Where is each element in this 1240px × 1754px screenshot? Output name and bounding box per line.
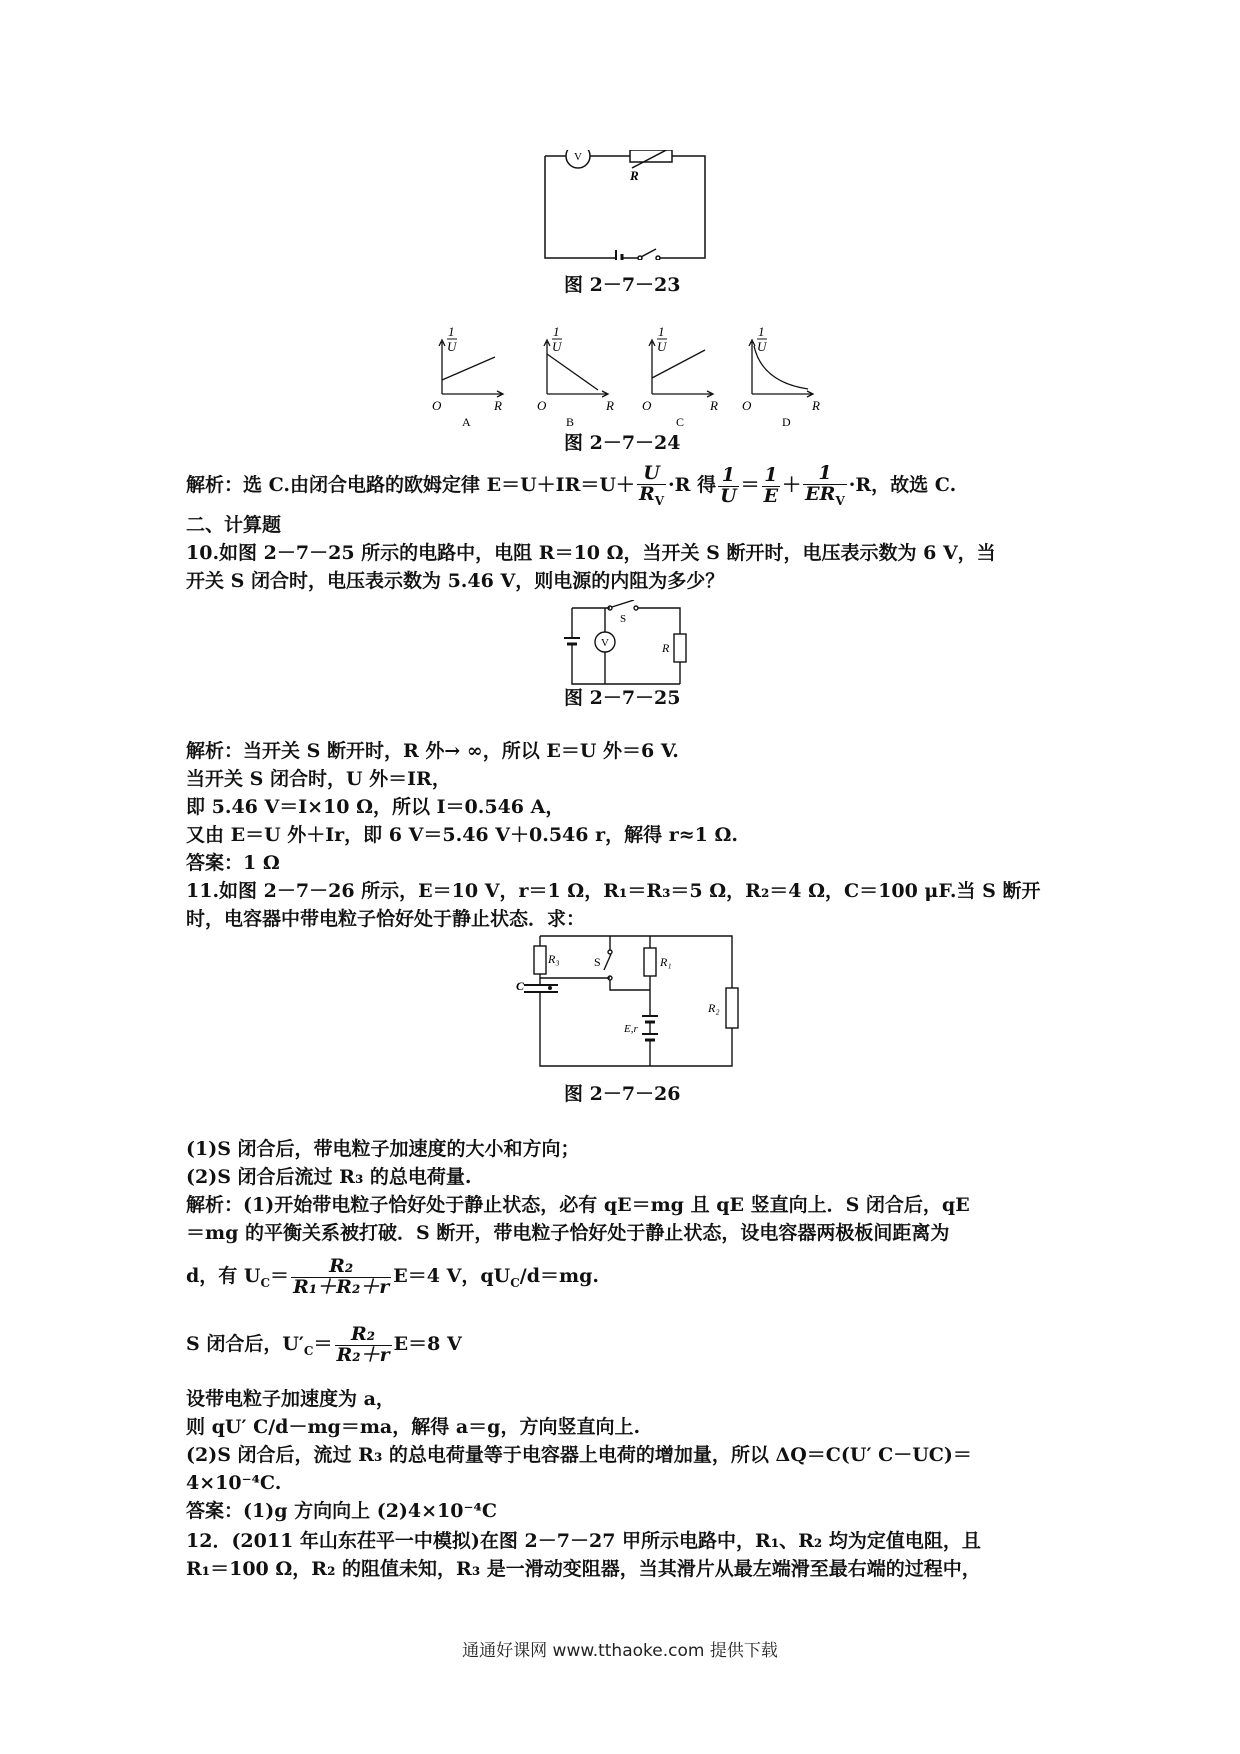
sol11-l3-pre: d，有 U <box>186 1265 261 1287</box>
sol10-line3: 即 5.46 V＝I×10 Ω，所以 I＝0.546 A， <box>186 796 565 818</box>
sol11-l8: 4×10⁻⁴C. <box>186 1472 282 1494</box>
frac3-num: 1 <box>762 466 780 487</box>
fig25-label-r: R <box>662 641 670 655</box>
fig24-c-origin: O <box>642 398 652 413</box>
fig24-c-xaxis: R <box>710 398 718 413</box>
sol11-l4-den: R₂＋r <box>336 1343 390 1366</box>
sol11-l4-pre: S 闭合后，U′ <box>186 1333 304 1355</box>
q12-line1: 12．(2011 年山东茌平一中模拟)在图 2－7－27 甲所示电路中，R₁、R₂ 均为定值电阻，且 <box>186 1530 981 1552</box>
analysis9-suffix: ·R，故选 C. <box>848 474 957 496</box>
sol11-l2: ＝mg 的平衡关系被打破．S 断开，带电粒子恰好处于静止状态，设电容器两极板间距离为 <box>186 1222 950 1244</box>
sol11-l4-frac <box>335 1322 392 1366</box>
fig23-caption: 图 2－7－23 <box>564 274 681 296</box>
q11-part1: (1)S 闭合后，带电粒子加速度的大小和方向； <box>186 1138 580 1160</box>
sol11-l4 <box>186 1318 462 1377</box>
fig24-b-origin: O <box>537 398 547 413</box>
sol11-l3-frac <box>291 1254 391 1298</box>
fig26-label-r3: R₃ <box>548 952 560 966</box>
sol10-line1: 解析：当开关 S 断开时，R 外→ ∞，所以 E＝U 外＝6 V. <box>186 740 679 762</box>
analysis9-frac2 <box>718 463 739 507</box>
fig26-label-r2: R₂ <box>708 1001 720 1015</box>
sol11-l6: 则 qU′ C/d－mg＝ma，解得 a＝g，方向竖直向上. <box>186 1416 641 1438</box>
sol11-l3-post2: /d＝mg. <box>519 1265 600 1287</box>
frac4-den: ER <box>805 483 836 506</box>
fig26-label-r1: R₁ <box>660 955 672 969</box>
analysis9-eq: ＝ <box>740 474 760 496</box>
fig24-c-yden: U <box>657 339 667 354</box>
q10-line2: 开关 S 闭合时，电压表示数为 5.46 V，则电源的内阻为多少？ <box>186 570 725 592</box>
fig24-d-xaxis: R <box>812 398 820 413</box>
frac3-den: E <box>763 484 779 507</box>
q10-line1: 10.如图 2－7－25 所示的电路中，电阻 R＝10 Ω，当开关 S 断开时，电压表示数为 6 V，当 <box>186 542 996 564</box>
fig24-d-ynum: 1 <box>758 324 765 339</box>
fig24-c-ynum: 1 <box>658 324 665 339</box>
sol10-line2: 当开关 S 闭合时，U 外＝IR， <box>186 768 451 790</box>
section-title: 二、计算题 <box>186 514 282 536</box>
sol11-l5: 设带电粒子加速度为 a， <box>186 1388 395 1410</box>
fig24-b-xaxis: R <box>606 398 614 413</box>
sol11-l1: 解析：(1)开始带电粒子恰好处于静止状态，必有 qE＝mg 且 qE 竖直向上．S 闭合后，qE <box>186 1194 970 1216</box>
frac1-num: U <box>637 464 666 485</box>
q11-line2: 时，电容器中带电粒子恰好处于静止状态．求： <box>186 908 586 930</box>
fig26-caption: 图 2－7－26 <box>564 1083 681 1105</box>
analysis9-line <box>186 462 956 508</box>
sol11-l4-num: R₂ <box>335 1325 392 1346</box>
fig26-label-s: S <box>594 955 601 969</box>
fig24-b-ynum: 1 <box>553 324 560 339</box>
sol11-l3-sub: C <box>260 1275 271 1290</box>
fig24-b-letter: B <box>566 415 575 429</box>
sol11-l3 <box>186 1250 599 1309</box>
fig24-d-origin: O <box>742 398 752 413</box>
analysis9-frac3 <box>762 463 780 507</box>
sol11-l3-den: R₁＋R₂＋r <box>293 1275 390 1298</box>
fig24-c-letter: C <box>676 415 685 429</box>
fig24-a-ynum: 1 <box>448 324 455 339</box>
sol11-l4-eq: ＝ <box>313 1333 333 1355</box>
sol10-answer: 答案：1 Ω <box>186 852 280 874</box>
sol11-l7: (2)S 闭合后，流过 R₃ 的总电荷量等于电容器上电荷的增加量，所以 ΔQ＝C(U′ C－UC)＝ <box>186 1444 972 1466</box>
analysis9-frac4 <box>803 464 847 507</box>
fig24-d-letter: D <box>782 415 791 429</box>
fig24-caption: 图 2－7－24 <box>564 432 681 454</box>
sol11-l3-post: E＝4 V，qU <box>393 1265 511 1287</box>
analysis9-mid: ·R 得 <box>668 474 717 496</box>
sol11-l3-num: R₂ <box>291 1257 391 1278</box>
fig23-label-r: R <box>630 168 639 183</box>
frac2-den: U <box>720 484 737 507</box>
fig25-label-v: V <box>601 637 609 649</box>
analysis9-frac1 <box>637 464 666 507</box>
fig24-a-xaxis: R <box>494 398 502 413</box>
fig24-b-yden: U <box>552 339 562 354</box>
circuit-diagram-fig23 <box>540 150 720 260</box>
fig26-label-er: E,r <box>624 1023 638 1035</box>
fig24-d-yden: U <box>757 339 767 354</box>
sol11-l3-sub2: C <box>510 1275 520 1290</box>
frac1-den: R <box>638 483 655 506</box>
sol10-line4: 又由 E＝U 外＋Ir，即 6 V＝5.46 V＋0.546 r，解得 r≈1 Ω. <box>186 824 739 846</box>
fig24-a-letter: A <box>462 415 471 429</box>
page-footer: 通通好课网 www.tthaoke.com 提供下载 <box>462 1641 778 1661</box>
fig25-label-s: S <box>620 613 627 625</box>
graph-options-fig24 <box>430 322 820 432</box>
q12-line2: R₁＝100 Ω，R₂ 的阻值未知，R₃ 是一滑动变阻器，当其滑片从最左端滑至最右端的过程中， <box>186 1558 981 1580</box>
fig25-caption: 图 2－7－25 <box>564 687 681 709</box>
q11-part2: (2)S 闭合后流过 R₃ 的总电荷量. <box>186 1166 472 1188</box>
analysis9-plus: ＋ <box>782 474 802 496</box>
fig23-label-v: V <box>574 151 582 163</box>
frac2-num: 1 <box>718 466 739 487</box>
analysis9-prefix: 解析：选 C.由闭合电路的欧姆定律 E＝U＋IR＝U＋ <box>186 474 635 496</box>
q11-line1: 11.如图 2－7－26 所示，E＝10 V，r＝1 Ω，R₁＝R₃＝5 Ω，R₂＝4 Ω，C＝100 μF.当 S 断开 <box>186 880 1041 902</box>
frac1-den-sub: V <box>654 494 665 509</box>
sol11-answer: 答案：(1)g 方向向上 (2)4×10⁻⁴C <box>186 1500 497 1522</box>
sol11-l4-sub: C <box>303 1343 314 1358</box>
frac4-num: 1 <box>803 464 847 485</box>
fig24-a-origin: O <box>432 398 442 413</box>
circuit-diagram-fig26 <box>510 930 740 1070</box>
sol11-l4-post: E＝8 V <box>393 1333 462 1355</box>
sol11-l3-eq: ＝ <box>270 1265 290 1287</box>
fig24-a-yden: U <box>447 339 457 354</box>
fig26-label-c: C <box>516 979 525 993</box>
frac4-den-sub: V <box>835 494 845 509</box>
circuit-diagram-fig25 <box>562 600 692 690</box>
